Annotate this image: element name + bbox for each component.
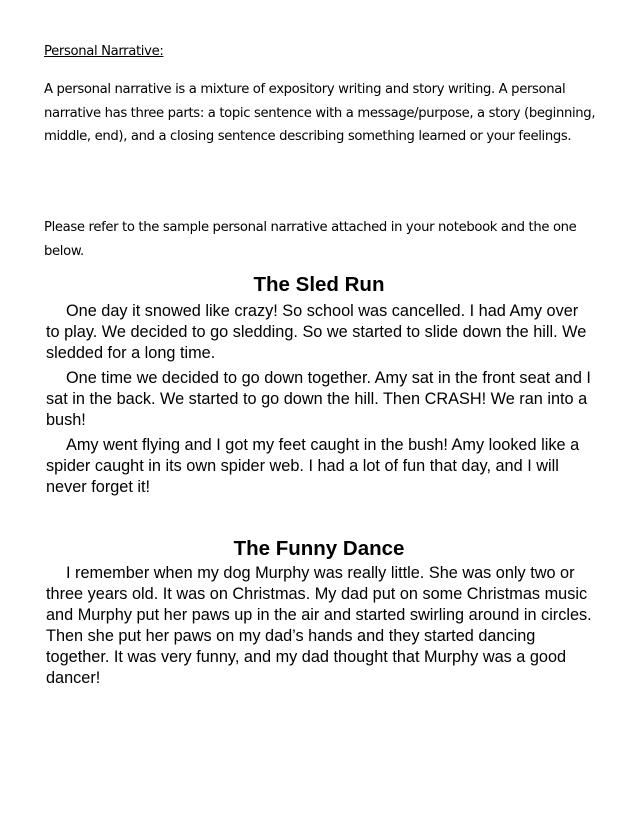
story-paragraph: I remember when my dog Murphy was really little. She was only two or three years old. It was on Christmas. My dad put on some Christmas music and Murphy put her paws up in the air and started swirling around in circles. Then she put her paws on my dad’s hands and they started dancing together. It was very funny, and my dad thought that Murphy was a good dancer! bbox=[46, 564, 592, 687]
story-paragraph: Amy went flying and I got my feet caught in the bush! Amy looked like a spider caught in its own spider web. I had a lot of fun that day, and I will never forget it! bbox=[46, 436, 580, 496]
story-paragraph: One day it snowed like crazy! So school was cancelled. I had Amy over to play. We decided to go sledding. So we started to slide down the hill. We sledded for a long time. bbox=[46, 302, 587, 362]
story-title: The Funny Dance bbox=[233, 537, 405, 560]
story-title: The Sled Run bbox=[253, 273, 385, 296]
story-paragraph: One time we decided to go down together. Amy sat in the front seat and I sat in the back. We started to go down the hill. Then CRASH! We ran into a bush! bbox=[46, 369, 591, 429]
intro-paragraph: A personal narrative is a mixture of expository writing and story writing. A personal narrative has three parts: a topic sentence with a message/purpose, a story (beginning, middle, end), and a closing sentence describing something learned or your feelings. bbox=[44, 82, 596, 144]
section-heading: Personal Narrative: bbox=[44, 44, 164, 59]
reference-paragraph: Please refer to the sample personal narrative attached in your notebook and the one below. bbox=[44, 220, 577, 259]
